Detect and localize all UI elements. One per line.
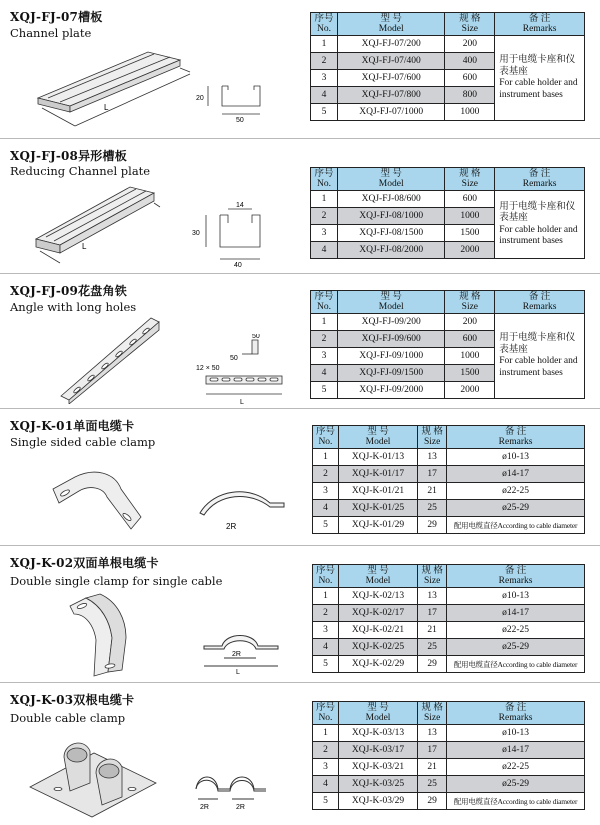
col-no: 序号 No. — [313, 426, 339, 449]
table-row — [313, 656, 585, 673]
table-cell: XQJ-K-03/29 — [338, 793, 417, 810]
table-cell: 29 — [418, 793, 447, 810]
table-row — [313, 759, 585, 776]
table-cell: 4 — [311, 242, 338, 259]
dim-r-label: 2R — [226, 522, 237, 531]
table-cell: 13 — [418, 725, 447, 742]
remark-cell: 用于电缆卡座和仪表基座 For cable holder and instrument bases — [495, 36, 585, 121]
table-cell: 5 — [313, 517, 339, 534]
section-title-en: Channel plate — [10, 26, 92, 40]
table-cell: 1 — [313, 588, 339, 605]
table-cell: 3 — [311, 70, 338, 87]
single-clamp-drawing — [45, 459, 155, 539]
table-cell: XQJ-FJ-07/200 — [337, 36, 445, 53]
table-cell: XQJ-FJ-09/200 — [337, 314, 445, 331]
channel-section-drawing — [192, 78, 282, 128]
col-size: 规 格 Size — [418, 565, 447, 588]
section-title-cn: XQJ-FJ-08异形槽板 — [10, 149, 127, 163]
dim-r1-label: 2R — [200, 804, 209, 811]
table-row — [311, 191, 585, 208]
section-channel-plate — [0, 0, 600, 138]
table-cell: 17 — [418, 605, 447, 622]
table-cell: 600 — [445, 191, 495, 208]
table-cell: ø25-29 — [447, 639, 585, 656]
dim-r-label: 2R — [232, 651, 241, 658]
col-size: 规 格 Size — [418, 426, 447, 449]
section-angle-long-holes — [0, 274, 600, 408]
col-size: 规 格 Size — [418, 702, 447, 725]
table-cell: 25 — [418, 500, 447, 517]
table-row — [313, 639, 585, 656]
table-cell: 1 — [311, 36, 338, 53]
table-cell: XQJ-FJ-07/1000 — [337, 104, 445, 121]
table-cell: 25 — [418, 776, 447, 793]
double-single-clamp-drawing — [60, 592, 160, 678]
dim-length-label: L — [104, 103, 109, 112]
table-cell: 29 — [418, 517, 447, 534]
col-no: 序号 No. — [313, 702, 339, 725]
table-cell: 400 — [445, 53, 495, 70]
dim-r2-label: 2R — [236, 804, 245, 811]
section-title-cn: XQJ-FJ-07槽板 — [10, 10, 103, 24]
table-row — [313, 776, 585, 793]
table-cell: ø14-17 — [447, 742, 585, 759]
table-cell: 2000 — [445, 242, 495, 259]
table-cell: 配用电缆直径According to cable diameter — [447, 793, 585, 810]
col-remarks: 备 注 Remarks — [447, 565, 585, 588]
section-title-en: Double single clamp for single cable — [10, 574, 223, 588]
table-cell: XQJ-FJ-07/600 — [337, 70, 445, 87]
table-cell: ø25-29 — [447, 776, 585, 793]
table-cell: 600 — [445, 70, 495, 87]
col-remarks: 备 注 Remarks — [495, 13, 585, 36]
col-size: 规 格 Size — [445, 168, 495, 191]
dim-a-label: 50 — [252, 334, 260, 340]
table-row — [313, 742, 585, 759]
table-cell: ø22-25 — [447, 622, 585, 639]
table-cell: ø10-13 — [447, 449, 585, 466]
section-double-cable-clamp — [0, 683, 600, 825]
dim-height-label: 20 — [196, 95, 204, 102]
table-cell: 4 — [313, 500, 339, 517]
table-cell: 2 — [311, 53, 338, 70]
section-single-sided-clamp — [0, 409, 600, 545]
table-cell: 600 — [445, 331, 495, 348]
table-cell: XQJ-FJ-09/600 — [337, 331, 445, 348]
col-model: 型 号 Model — [338, 702, 417, 725]
table-cell: 1 — [311, 314, 338, 331]
dim-slot-label: 12 × 50 — [196, 365, 220, 372]
col-no: 序号 No. — [311, 168, 338, 191]
col-model: 型 号 Model — [337, 291, 445, 314]
section-title-cn: XQJ-FJ-09花盘角铁 — [10, 284, 127, 298]
table-cell: 200 — [445, 314, 495, 331]
table-cell: XQJ-K-03/25 — [338, 776, 417, 793]
table-cell: 2 — [313, 605, 339, 622]
table-cell: XQJ-K-02/25 — [338, 639, 417, 656]
spec-table — [310, 167, 585, 259]
spec-table — [310, 12, 585, 121]
table-cell: XQJ-K-03/21 — [338, 759, 417, 776]
table-cell: XQJ-FJ-09/2000 — [337, 382, 445, 399]
table-cell: 1 — [313, 725, 339, 742]
table-cell: 29 — [418, 656, 447, 673]
table-cell: 13 — [418, 449, 447, 466]
table-row — [313, 517, 585, 534]
section-reducing-channel-plate — [0, 139, 600, 273]
table-row — [311, 314, 585, 331]
section-double-single-clamp — [0, 546, 600, 682]
table-cell: XQJ-K-01/17 — [338, 466, 417, 483]
section-title-en: Reducing Channel plate — [10, 164, 151, 178]
table-cell: 3 — [313, 759, 339, 776]
table-cell: 2 — [311, 331, 338, 348]
table-cell: 21 — [418, 759, 447, 776]
table-cell: 2000 — [445, 382, 495, 399]
table-row — [311, 36, 585, 53]
col-remarks: 备 注 Remarks — [495, 168, 585, 191]
table-cell: XQJ-K-01/25 — [338, 500, 417, 517]
table-cell: 4 — [313, 776, 339, 793]
table-cell: XQJ-K-03/13 — [338, 725, 417, 742]
table-cell: XQJ-FJ-07/800 — [337, 87, 445, 104]
col-remarks: 备 注 Remarks — [447, 426, 585, 449]
table-row — [313, 483, 585, 500]
dim-length-label: L — [240, 399, 244, 406]
spec-table — [312, 701, 585, 810]
double-single-clamp-section — [198, 628, 288, 678]
table-cell: 5 — [311, 104, 338, 121]
dim-b-label: 50 — [230, 355, 238, 362]
col-size: 规 格 Size — [445, 13, 495, 36]
col-no: 序号 No. — [313, 565, 339, 588]
table-cell: XQJ-FJ-08/2000 — [337, 242, 445, 259]
table-cell: XQJ-K-02/13 — [338, 588, 417, 605]
table-cell: XQJ-K-03/17 — [338, 742, 417, 759]
dim-top-label: 14 — [236, 202, 244, 209]
col-model: 型 号 Model — [337, 168, 445, 191]
table-cell: 2 — [313, 466, 339, 483]
table-cell: ø22-25 — [447, 483, 585, 500]
col-size: 规 格 Size — [445, 291, 495, 314]
table-cell: 3 — [311, 225, 338, 242]
table-cell: 3 — [313, 483, 339, 500]
table-cell: 4 — [313, 639, 339, 656]
table-cell: XQJ-K-02/17 — [338, 605, 417, 622]
section-title-cn: XQJ-K-02双面单根电缆卡 — [10, 556, 159, 570]
table-cell: 4 — [311, 87, 338, 104]
table-cell: ø22-25 — [447, 759, 585, 776]
table-row — [313, 500, 585, 517]
col-no: 序号 No. — [311, 291, 338, 314]
table-cell: ø10-13 — [447, 588, 585, 605]
table-cell: 1000 — [445, 208, 495, 225]
table-cell: 3 — [311, 348, 338, 365]
dim-width-label: 50 — [236, 117, 244, 124]
table-row — [313, 605, 585, 622]
table-cell: ø25-29 — [447, 500, 585, 517]
table-cell: XQJ-K-01/13 — [338, 449, 417, 466]
angle-iron-drawing — [55, 312, 165, 404]
table-cell: ø10-13 — [447, 725, 585, 742]
table-cell: 17 — [418, 742, 447, 759]
table-cell: 21 — [418, 622, 447, 639]
table-cell: 1500 — [445, 365, 495, 382]
section-title-cn: XQJ-K-03双根电缆卡 — [10, 693, 135, 707]
table-cell: 3 — [313, 622, 339, 639]
dim-width-label: 40 — [234, 262, 242, 269]
table-row — [313, 622, 585, 639]
spec-table — [310, 290, 585, 399]
table-cell: XQJ-FJ-09/1500 — [337, 365, 445, 382]
spec-table — [312, 564, 585, 673]
reducing-channel-drawing — [30, 177, 180, 267]
table-cell: XQJ-K-02/29 — [338, 656, 417, 673]
table-cell: 17 — [418, 466, 447, 483]
dim-length-label: L — [236, 669, 240, 676]
table-cell: 1 — [313, 449, 339, 466]
table-cell: 5 — [313, 656, 339, 673]
table-cell: 1000 — [445, 104, 495, 121]
table-cell: 2 — [311, 208, 338, 225]
table-cell: XQJ-FJ-09/1000 — [337, 348, 445, 365]
table-cell: 21 — [418, 483, 447, 500]
angle-section-drawing — [194, 334, 294, 406]
dim-height-label: 30 — [192, 230, 200, 237]
single-clamp-section — [190, 479, 290, 539]
table-cell: 2 — [313, 742, 339, 759]
table-cell: 13 — [418, 588, 447, 605]
col-remarks: 备 注 Remarks — [495, 291, 585, 314]
col-model: 型 号 Model — [338, 426, 417, 449]
col-model: 型 号 Model — [338, 565, 417, 588]
table-cell: ø14-17 — [447, 466, 585, 483]
dim-length-label: L — [82, 242, 87, 251]
table-cell: XQJ-FJ-08/1500 — [337, 225, 445, 242]
table-row — [313, 793, 585, 810]
double-cable-clamp-drawing — [24, 727, 164, 819]
remark-cell: 用于电缆卡座和仪表基座 For cable holder and instrument bases — [495, 191, 585, 259]
section-title-cn: XQJ-K-01单面电缆卡 — [10, 419, 135, 433]
col-remarks: 备 注 Remarks — [447, 702, 585, 725]
section-title-en: Double cable clamp — [10, 711, 126, 725]
table-cell: 5 — [313, 793, 339, 810]
table-cell: XQJ-K-01/29 — [338, 517, 417, 534]
table-row — [313, 725, 585, 742]
table-cell: 1000 — [445, 348, 495, 365]
section-title-en: Angle with long holes — [10, 300, 137, 314]
table-cell: XQJ-K-01/21 — [338, 483, 417, 500]
table-cell: ø14-17 — [447, 605, 585, 622]
table-cell: 25 — [418, 639, 447, 656]
table-row — [313, 449, 585, 466]
table-cell: 800 — [445, 87, 495, 104]
table-cell: 配用电缆直径According to cable diameter — [447, 517, 585, 534]
table-cell: 4 — [311, 365, 338, 382]
section-title-en: Single sided cable clamp — [10, 435, 156, 449]
table-cell: 1500 — [445, 225, 495, 242]
col-model: 型 号 Model — [337, 13, 445, 36]
table-cell: XQJ-FJ-08/600 — [337, 191, 445, 208]
table-cell: XQJ-K-02/21 — [338, 622, 417, 639]
reducing-section-drawing — [190, 201, 280, 271]
table-cell: 配用电缆直径According to cable diameter — [447, 656, 585, 673]
table-cell: 200 — [445, 36, 495, 53]
spec-table — [312, 425, 585, 534]
table-cell: 5 — [311, 382, 338, 399]
table-cell: XQJ-FJ-07/400 — [337, 53, 445, 70]
remark-cell: 用于电缆卡座和仪表基座 For cable holder and instrument bases — [495, 314, 585, 399]
col-no: 序号 No. — [311, 13, 338, 36]
table-cell: XQJ-FJ-08/1000 — [337, 208, 445, 225]
table-row — [313, 588, 585, 605]
table-cell: 1 — [311, 191, 338, 208]
double-cable-clamp-section — [190, 767, 290, 821]
table-row — [313, 466, 585, 483]
